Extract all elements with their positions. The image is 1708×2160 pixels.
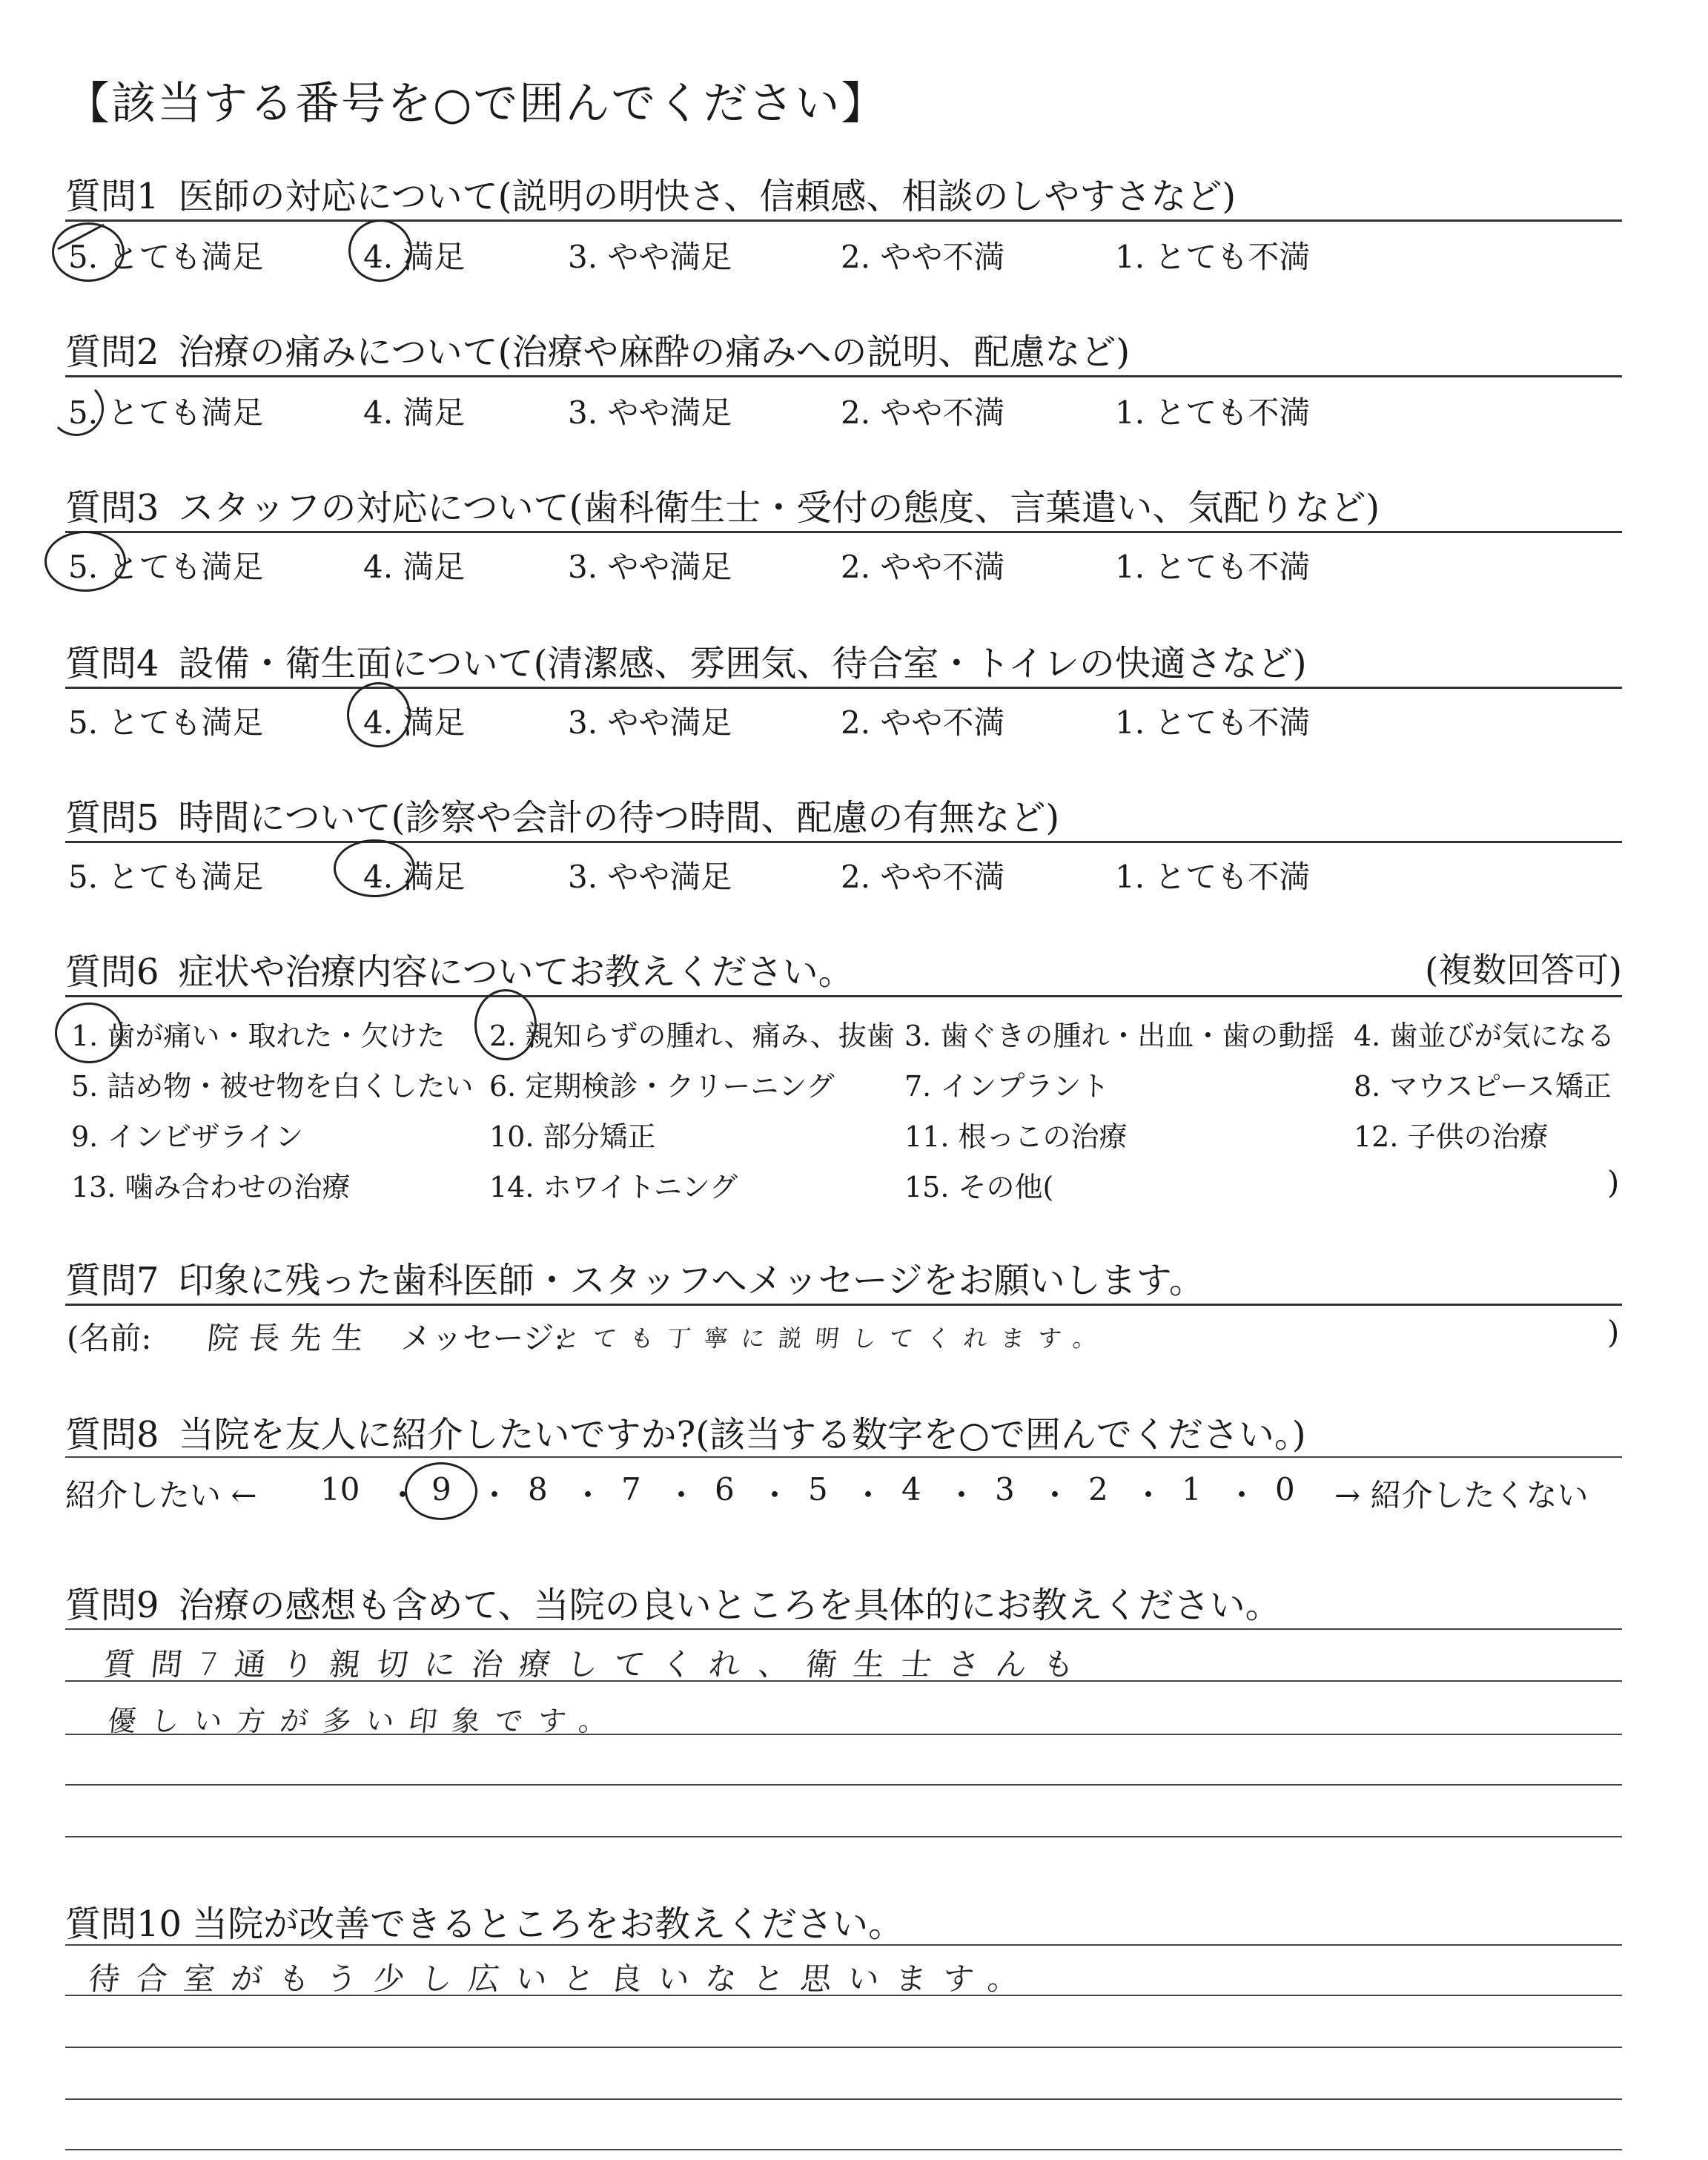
- divider: [65, 1456, 1622, 1458]
- q4-option-4[interactable]: 4. 満足: [363, 704, 466, 741]
- question-6-title: [65, 943, 854, 994]
- q5-option-4[interactable]: 4. 満足: [363, 859, 466, 895]
- q1-option-4[interactable]: 4. 満足: [363, 239, 466, 275]
- question-number: 質問7: [65, 1260, 159, 1301]
- q5-option-2[interactable]: 2. やや不満: [841, 859, 1005, 895]
- scale-dot: ・: [1226, 1477, 1258, 1513]
- scale-left-label: 紹介したい ←: [65, 1477, 257, 1513]
- handwritten-name[interactable]: 院長先生: [205, 1320, 376, 1356]
- q3-option-1[interactable]: 1. とても不満: [1115, 549, 1311, 585]
- question-text: 症状や治療内容についてお教えください。: [178, 951, 854, 993]
- message-label: メッセージ:: [400, 1320, 565, 1356]
- answer-line: [65, 1944, 1622, 1946]
- scale-dot: ・: [666, 1477, 698, 1513]
- scale-0[interactable]: 0: [1275, 1471, 1295, 1507]
- question-text: 当院が改善できるところをお教えください。: [192, 1903, 904, 1945]
- symptom-14[interactable]: 14. ホワイトニング: [489, 1171, 738, 1203]
- question-number: 質問10: [65, 1903, 182, 1945]
- q3-option-2[interactable]: 2. やや不満: [841, 549, 1005, 585]
- symptom-2[interactable]: 2. 親知らずの腫れ、痛み、抜歯: [489, 1020, 895, 1052]
- q5-option-1[interactable]: 1. とても不満: [1115, 859, 1311, 895]
- question-7-title: [65, 1252, 1205, 1303]
- scale-5[interactable]: 5: [808, 1471, 828, 1507]
- question-3-title: [65, 479, 1380, 530]
- question-text: 時間について(診察や会計の待つ時間、配慮の有無など): [178, 797, 1060, 839]
- divider: [65, 531, 1622, 533]
- q4-option-2[interactable]: 2. やや不満: [841, 704, 1005, 741]
- symptom-8[interactable]: 8. マウスピース矯正: [1354, 1070, 1612, 1103]
- q1-option-2[interactable]: 2. やや不満: [841, 239, 1005, 275]
- handwritten-answer-line[interactable]: 優しい方が多い印象です。: [106, 1705, 623, 1737]
- q4-option-5[interactable]: 5. とても満足: [68, 704, 264, 741]
- question-number: 質問4: [65, 643, 159, 684]
- divider: [65, 1304, 1622, 1306]
- question-text: 設備・衛生面について(清潔感、雰囲気、待合室・トイレの快適さなど): [178, 643, 1307, 684]
- symptom-9[interactable]: 9. インビザライン: [71, 1120, 304, 1153]
- q4-option-1[interactable]: 1. とても不満: [1115, 704, 1311, 741]
- scale-10[interactable]: 10: [320, 1471, 360, 1507]
- q2-option-4[interactable]: 4. 満足: [363, 394, 466, 431]
- handwritten-answer-line[interactable]: 質問7通り親切に治療してくれ、衛生士さんも: [102, 1646, 1093, 1682]
- divider: [65, 841, 1622, 843]
- answer-line: [65, 1680, 1622, 1682]
- q3-option-5[interactable]: 5. とても満足: [68, 549, 264, 585]
- scale-dot: ・: [479, 1477, 511, 1513]
- question-number: 質問5: [65, 797, 159, 839]
- q2-option-2[interactable]: 2. やや不満: [841, 394, 1005, 431]
- answer-line: [65, 1836, 1622, 1837]
- answer-line: [65, 1995, 1622, 1996]
- q1-option-3[interactable]: 3. やや満足: [568, 239, 732, 275]
- scale-8[interactable]: 8: [528, 1471, 548, 1507]
- question-5-title: [65, 789, 1059, 840]
- scale-2[interactable]: 2: [1088, 1471, 1108, 1507]
- question-number: 質問6: [65, 951, 159, 993]
- other-close-paren: ): [1607, 1164, 1620, 1200]
- divider: [65, 995, 1622, 997]
- scale-3[interactable]: 3: [995, 1471, 1015, 1507]
- question-text: 印象に残った歯科医師・スタッフへメッセージをお願いします。: [178, 1260, 1205, 1301]
- symptom-11[interactable]: 11. 根っこの治療: [904, 1120, 1128, 1153]
- handwritten-answer-line[interactable]: 待合室がもう少し広いと良いなと思います。: [87, 1961, 1037, 1997]
- divider: [65, 219, 1622, 222]
- question-text: 治療の痛みについて(治療や麻酔の痛みへの説明、配慮など): [178, 331, 1131, 373]
- scale-dot: ・: [387, 1477, 419, 1513]
- symptom-1[interactable]: 1. 歯が痛い・取れた・欠けた: [71, 1020, 446, 1052]
- message-close-paren: ): [1607, 1314, 1620, 1350]
- question-number: 質問3: [65, 487, 159, 529]
- question-number: 質問2: [65, 331, 159, 373]
- handwritten-message[interactable]: とても丁寧に説明してくれます。: [554, 1324, 1112, 1353]
- scale-9[interactable]: 9: [431, 1471, 451, 1507]
- name-label: (名前:: [67, 1320, 152, 1356]
- question-1-title: [65, 168, 1236, 219]
- symptom-3[interactable]: 3. 歯ぐきの腫れ・出血・歯の動揺: [904, 1020, 1335, 1052]
- question-10-title: [65, 1895, 904, 1946]
- symptom-13[interactable]: 13. 噛み合わせの治療: [71, 1171, 351, 1203]
- q2-option-1[interactable]: 1. とても不満: [1115, 394, 1311, 431]
- scale-right-label: → 紹介したくない: [1334, 1477, 1589, 1513]
- symptom-12[interactable]: 12. 子供の治療: [1354, 1120, 1549, 1153]
- question-number: 質問9: [65, 1585, 159, 1626]
- symptom-6[interactable]: 6. 定期検診・クリーニング: [489, 1070, 835, 1103]
- q5-option-5[interactable]: 5. とても満足: [68, 859, 264, 895]
- question-text: 医師の対応について(説明の明快さ、信頼感、相談のしやすさなど): [178, 176, 1237, 217]
- q2-option-3[interactable]: 3. やや満足: [568, 394, 732, 431]
- question-9-title: [65, 1576, 1281, 1628]
- question-4-title: [65, 635, 1307, 686]
- q1-option-5[interactable]: 5. とても満足: [68, 239, 264, 275]
- question-text: 治療の感想も含めて、当院の良いところを具体的にお教えください。: [178, 1585, 1281, 1626]
- scale-1[interactable]: 1: [1182, 1471, 1202, 1507]
- question-8-title: [65, 1406, 1306, 1457]
- scale-4[interactable]: 4: [901, 1471, 921, 1507]
- symptom-15-other[interactable]: 15. その他(: [904, 1171, 1054, 1203]
- question-number: 質問1: [65, 176, 159, 217]
- symptom-7[interactable]: 7. インプラント: [904, 1070, 1110, 1103]
- scale-7[interactable]: 7: [621, 1471, 641, 1507]
- question-2-title: [65, 323, 1130, 374]
- page-title: 【該当する番号を○で囲んでください】: [65, 78, 887, 130]
- q1-option-1[interactable]: 1. とても不満: [1115, 239, 1311, 275]
- q2-option-5[interactable]: 5. とても満足: [68, 394, 264, 431]
- answer-line: [65, 1628, 1622, 1630]
- scale-dot: ・: [1133, 1477, 1165, 1513]
- symptom-5[interactable]: 5. 詰め物・被せ物を白くしたい: [71, 1070, 474, 1103]
- q5-option-3[interactable]: 3. やや満足: [568, 859, 732, 895]
- scale-6[interactable]: 6: [715, 1471, 735, 1507]
- symptom-10[interactable]: 10. 部分矯正: [489, 1120, 656, 1153]
- answer-line: [65, 1734, 1622, 1735]
- scale-dot: ・: [1039, 1477, 1071, 1513]
- q3-option-3[interactable]: 3. やや満足: [568, 549, 732, 585]
- answer-line: [65, 2098, 1622, 2100]
- multiple-answers-note: (複数回答可): [1425, 950, 1622, 990]
- answer-line: [65, 1784, 1622, 1786]
- symptom-4[interactable]: 4. 歯並びが気になる: [1354, 1020, 1615, 1052]
- q3-option-4[interactable]: 4. 満足: [363, 549, 466, 585]
- divider: [65, 687, 1622, 689]
- answer-line: [65, 2149, 1622, 2150]
- question-number: 質問8: [65, 1414, 159, 1456]
- scale-dot: ・: [853, 1477, 884, 1513]
- question-text: 当院を友人に紹介したいですか?(該当する数字を○で囲んでください。): [178, 1414, 1306, 1456]
- scale-dot: ・: [759, 1477, 791, 1513]
- q4-option-3[interactable]: 3. やや満足: [568, 704, 732, 741]
- scale-dot: ・: [572, 1477, 604, 1513]
- answer-line: [65, 2047, 1622, 2048]
- scale-dot: ・: [946, 1477, 978, 1513]
- question-text: スタッフの対応について(歯科衛生士・受付の態度、言葉遣い、気配りなど): [178, 487, 1380, 529]
- divider: [65, 375, 1622, 377]
